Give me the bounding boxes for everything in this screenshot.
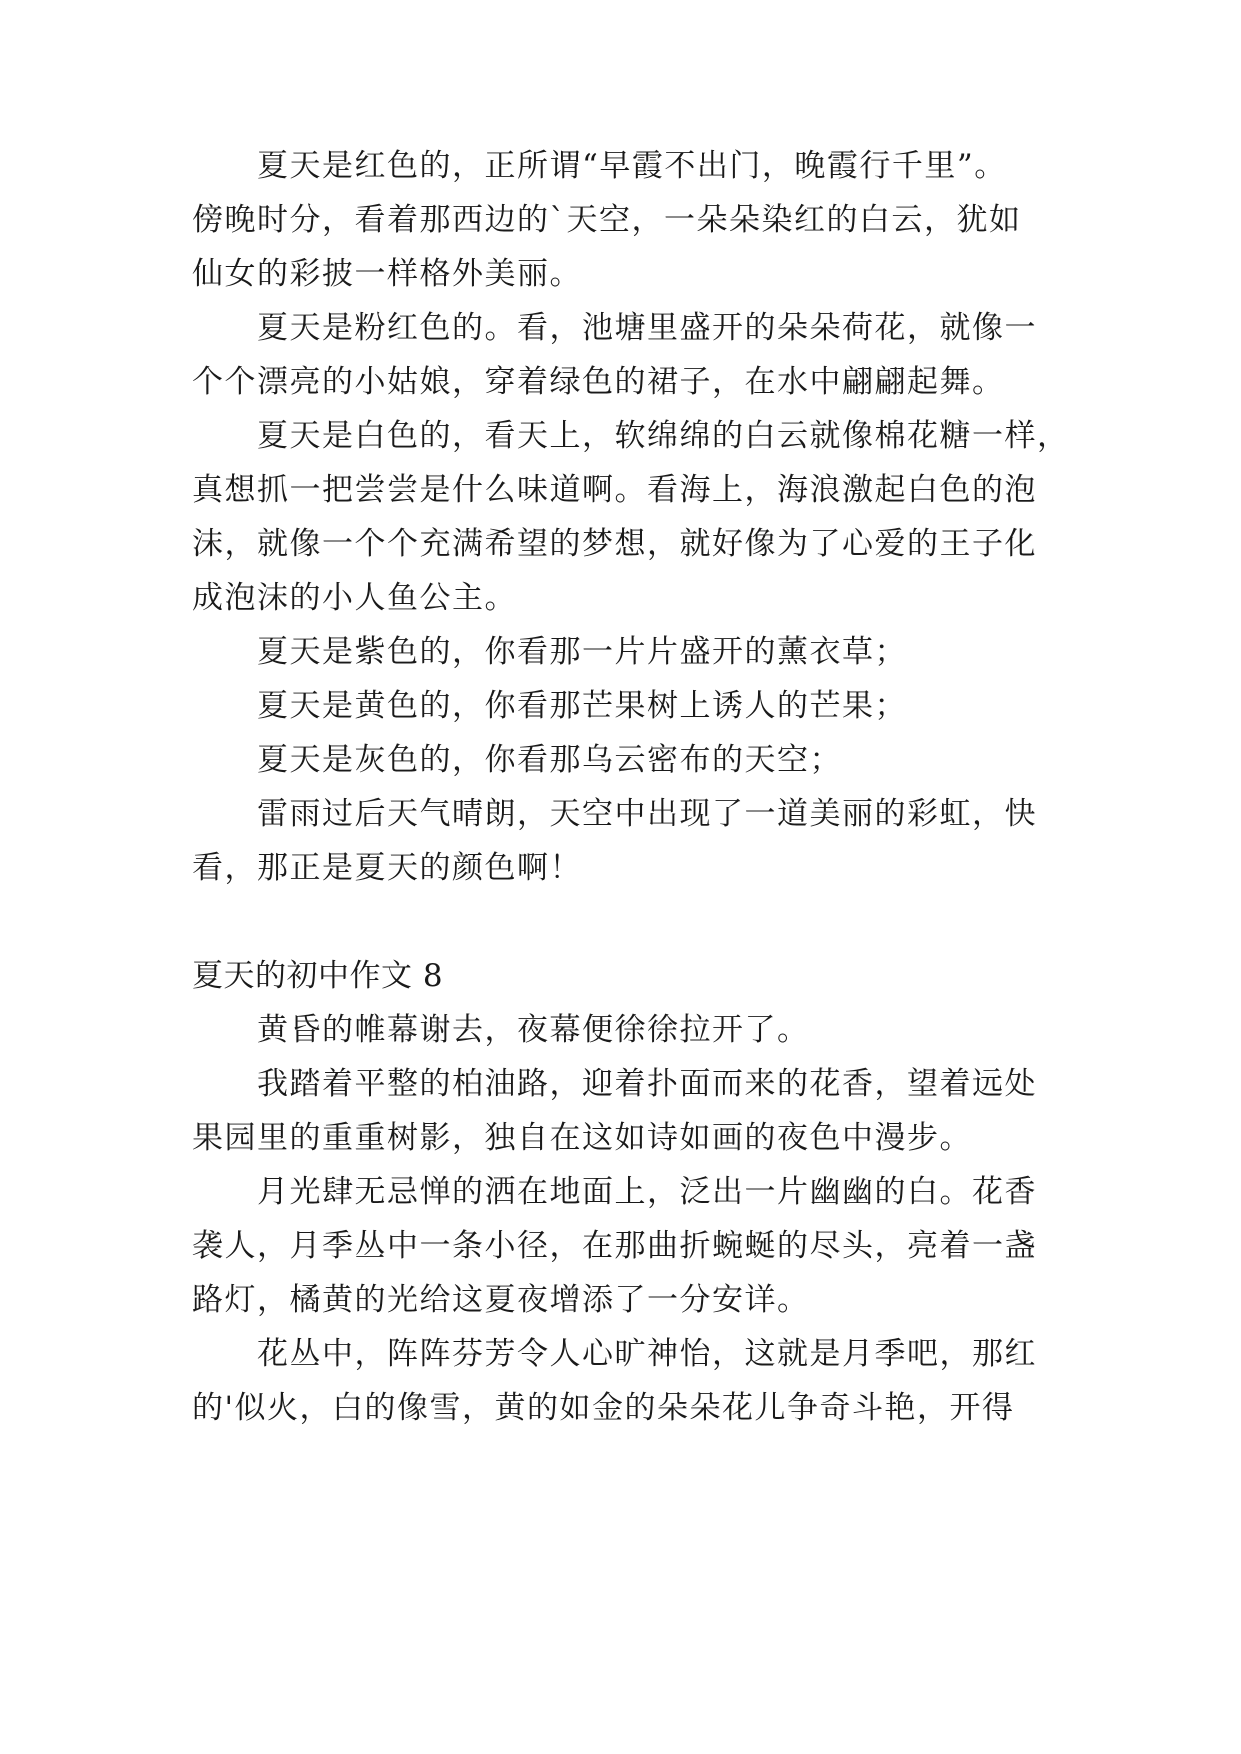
paragraph-line: 看，那正是夏天的颜色啊！ (192, 850, 582, 886)
paragraph-line: 袭人，月季丛中一条小径，在那曲折蜿蜒的尽头，亮着一盏 (192, 1228, 1037, 1264)
paragraph-line: 雷雨过后天气晴朗，天空中出现了一道美丽的彩虹，快 (257, 796, 1037, 832)
paragraph-line: 成泡沫的小人鱼公主。 (192, 580, 517, 616)
paragraph-line: 月光肆无忌惮的洒在地面上，泛出一片幽幽的白。花香 (257, 1174, 1037, 1210)
paragraph-line: 夏天是粉红色的。看，池塘里盛开的朵朵荷花，就像一 (257, 310, 1037, 346)
paragraph-line: 傍晚时分，看着那西边的`天空，一朵朵染红的白云，犹如 (192, 202, 1022, 238)
paragraph-line: 黄昏的帷幕谢去，夜幕便徐徐拉开了。 (257, 1012, 810, 1048)
paragraph-line: 的'似火，白的像雪，黄的如金的朵朵花儿争奇斗艳，开得 (192, 1390, 1015, 1426)
paragraph-line: 我踏着平整的柏油路，迎着扑面而来的花香，望着远处 (257, 1066, 1037, 1102)
paragraph-line: 沫，就像一个个充满希望的梦想，就好像为了心爱的王子化 (192, 526, 1037, 562)
paragraph-line: 夏天是红色的，正所谓“早霞不出门，晚霞行千里”。 (257, 148, 1007, 184)
paragraph-line: 仙女的彩披一样格外美丽。 (192, 256, 582, 292)
paragraph-line: 花丛中，阵阵芬芳令人心旷神怡，这就是月季吧，那红 (257, 1336, 1037, 1372)
paragraph-line: 夏天是黄色的，你看那芒果树上诱人的芒果； (257, 688, 907, 724)
paragraph-line: 夏天是灰色的，你看那乌云密布的天空； (257, 742, 842, 778)
paragraph-line: 个个漂亮的小姑娘，穿着绿色的裙子，在水中翩翩起舞。 (192, 364, 1005, 400)
paragraph-line: 夏天是白色的，看天上，软绵绵的白云就像棉花糖一样， (257, 418, 1070, 454)
paragraph-line: 真想抓一把尝尝是什么味道啊。看海上，海浪激起白色的泡 (192, 472, 1037, 508)
paragraph-line: 夏天是紫色的，你看那一片片盛开的薰衣草； (257, 634, 907, 670)
paragraph-line: 路灯，橘黄的光给这夏夜增添了一分安详。 (192, 1282, 810, 1318)
section-heading: 夏天的初中作文 8 (192, 958, 444, 994)
paragraph-line: 果园里的重重树影，独自在这如诗如画的夜色中漫步。 (192, 1120, 972, 1156)
